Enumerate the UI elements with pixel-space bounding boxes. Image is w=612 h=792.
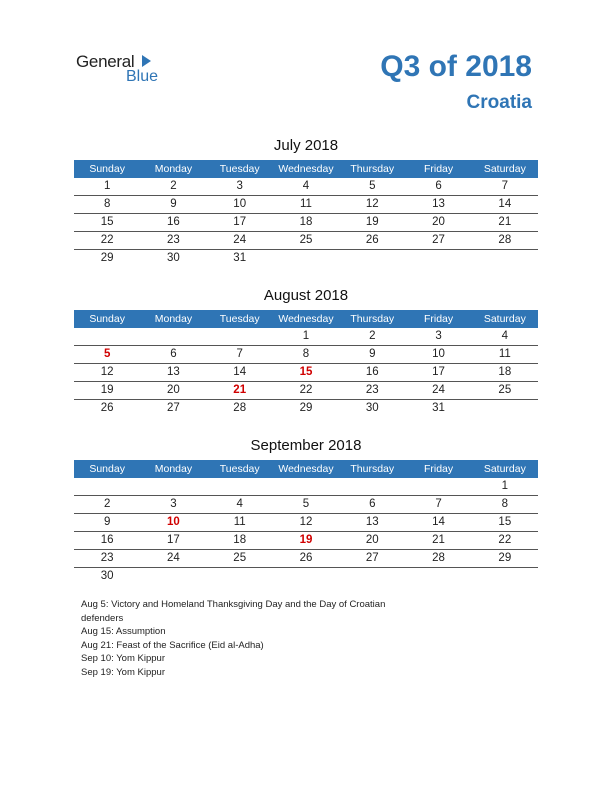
empty-day-cell <box>207 478 273 495</box>
day-cell: 4 <box>236 498 243 510</box>
day-cell: 16 <box>365 366 379 378</box>
day-cell: 8 <box>302 348 310 360</box>
day-cell: 7 <box>236 348 243 360</box>
day-cell: 12 <box>299 516 313 528</box>
day-cell: 6 <box>435 180 442 192</box>
weekday-label: Sunday <box>89 463 125 475</box>
day-cell: 30 <box>167 252 180 264</box>
day-cell: 12 <box>100 366 114 378</box>
empty-day-cell <box>472 568 538 585</box>
day-cell: 18 <box>233 534 247 546</box>
day-cell: 18 <box>498 366 512 378</box>
day-cell: 5 <box>302 498 310 510</box>
day-cell: 9 <box>369 348 376 360</box>
week-row <box>74 364 538 382</box>
day-cell: 31 <box>233 252 247 264</box>
day-cell: 17 <box>233 216 247 228</box>
weekday-header-row <box>74 310 538 328</box>
day-cell: 21 <box>233 384 247 396</box>
day-cell: 23 <box>167 234 180 246</box>
empty-day-cell <box>472 250 538 267</box>
quarter-title: Q3 of 2018 <box>380 50 532 83</box>
day-cell: 17 <box>432 366 445 378</box>
weekday-label: Monday <box>154 313 193 325</box>
day-cell: 26 <box>299 552 313 564</box>
empty-day-cell <box>405 478 471 495</box>
week-row <box>74 514 538 532</box>
day-cell: 11 <box>300 198 312 210</box>
day-cell: 12 <box>365 198 379 210</box>
empty-day-cell <box>339 568 405 585</box>
day-cell: 14 <box>432 516 445 528</box>
day-cell: 1 <box>103 180 111 192</box>
day-cell: 29 <box>100 252 114 264</box>
month-calendar <box>74 436 538 585</box>
day-cell: 1 <box>302 330 310 342</box>
day-cell: 19 <box>299 534 313 546</box>
day-cell: 6 <box>170 348 177 360</box>
day-cell: 17 <box>167 534 180 546</box>
month-calendar <box>74 136 538 267</box>
empty-day-cell <box>339 250 405 267</box>
holiday-note: Sep 10: Yom Kippur <box>81 653 165 664</box>
weekday-label: Tuesday <box>219 313 260 325</box>
empty-day-cell <box>207 568 273 585</box>
day-cell: 6 <box>369 498 376 510</box>
day-cell: 25 <box>498 384 512 396</box>
day-cell: 24 <box>233 234 247 246</box>
day-cell: 10 <box>233 198 247 210</box>
day-cell: 22 <box>498 534 512 546</box>
day-cell: 25 <box>233 552 247 564</box>
day-cell: 4 <box>501 330 509 342</box>
day-cell: 11 <box>498 348 511 360</box>
weekday-label: Wednesday <box>278 313 334 325</box>
empty-day-cell <box>74 478 140 495</box>
day-cell: 20 <box>365 534 379 546</box>
holiday-note: Aug 15: Assumption <box>81 626 166 637</box>
week-row <box>74 532 538 550</box>
weekday-label: Thursday <box>350 313 395 325</box>
day-cell: 28 <box>432 552 445 564</box>
day-cell: 27 <box>432 234 445 246</box>
month-title: September 2018 <box>250 437 362 454</box>
day-cell: 20 <box>432 216 445 228</box>
empty-day-cell <box>273 250 339 267</box>
day-cell: 22 <box>299 384 313 396</box>
day-cell: 29 <box>299 402 313 414</box>
weekday-label: Monday <box>154 463 193 475</box>
day-cell: 2 <box>103 498 111 510</box>
day-cell: 29 <box>498 552 512 564</box>
day-cell: 18 <box>299 216 313 228</box>
week-row <box>74 178 538 196</box>
day-cell: 21 <box>432 534 445 546</box>
weekday-header-row <box>74 460 538 478</box>
weekday-label: Saturday <box>483 463 526 475</box>
day-cell: 11 <box>233 516 246 528</box>
day-cell: 3 <box>435 330 442 342</box>
day-cell: 30 <box>365 402 379 414</box>
day-cell: 13 <box>432 198 445 210</box>
day-cell: 30 <box>100 570 114 582</box>
week-row <box>74 400 538 417</box>
month-title: July 2018 <box>273 137 339 154</box>
country-title: Croatia <box>466 92 532 113</box>
weekday-label: Thursday <box>350 163 395 175</box>
weekday-label: Tuesday <box>219 463 260 475</box>
empty-day-cell <box>74 328 140 345</box>
day-cell: 16 <box>167 216 180 228</box>
empty-day-cell <box>140 568 206 585</box>
empty-day-cell <box>140 478 206 495</box>
week-row <box>74 196 538 214</box>
weekday-label: Sunday <box>89 163 125 175</box>
week-row <box>74 346 538 364</box>
day-cell: 19 <box>365 216 379 228</box>
day-cell: 15 <box>100 216 114 228</box>
day-cell: 5 <box>369 180 376 192</box>
day-cell: 26 <box>365 234 379 246</box>
empty-day-cell <box>405 250 471 267</box>
holiday-notes <box>81 598 421 679</box>
day-cell: 5 <box>103 348 111 360</box>
week-row <box>74 232 538 250</box>
day-cell: 10 <box>432 348 445 360</box>
day-cell: 28 <box>498 234 512 246</box>
day-cell: 9 <box>103 516 111 528</box>
weekday-label: Wednesday <box>278 463 334 475</box>
empty-day-cell <box>472 400 538 417</box>
day-cell: 7 <box>435 498 442 510</box>
week-row <box>74 250 538 267</box>
day-cell: 27 <box>167 402 180 414</box>
day-cell: 14 <box>233 366 247 378</box>
weekday-label: Friday <box>423 313 454 325</box>
holiday-note: Sep 19: Yom Kippur <box>81 666 165 678</box>
day-cell: 7 <box>501 180 509 192</box>
day-cell: 20 <box>167 384 180 396</box>
week-row <box>74 382 538 400</box>
holiday-note: Aug 21: Feast of the Sacrifice (Eid al-Adha) <box>81 639 264 651</box>
empty-day-cell <box>273 568 339 585</box>
day-cell: 24 <box>167 552 180 564</box>
day-cell: 3 <box>170 498 177 510</box>
weekday-label: Monday <box>154 163 193 175</box>
day-cell: 22 <box>100 234 114 246</box>
empty-day-cell <box>405 568 471 585</box>
day-cell: 23 <box>365 384 379 396</box>
weekday-label: Saturday <box>483 313 526 325</box>
day-cell: 31 <box>432 402 445 414</box>
empty-day-cell <box>273 478 339 495</box>
day-cell: 10 <box>167 516 180 528</box>
logo-blue-text: Blue <box>126 68 159 85</box>
day-cell: 21 <box>498 216 512 228</box>
day-cell: 2 <box>170 180 177 192</box>
weekday-label: Thursday <box>350 463 395 475</box>
weekday-label: Friday <box>423 463 454 475</box>
week-row <box>74 550 538 568</box>
day-cell: 14 <box>498 198 512 210</box>
weekday-label: Saturday <box>483 163 526 175</box>
empty-day-cell <box>140 328 206 345</box>
weekday-header-row <box>74 160 538 178</box>
logo-triangle-icon <box>142 55 151 67</box>
logo-general-text: General <box>76 52 135 71</box>
day-cell: 15 <box>299 366 313 378</box>
day-cell: 8 <box>501 498 509 510</box>
day-cell: 24 <box>432 384 445 396</box>
day-cell: 13 <box>365 516 379 528</box>
day-cell: 2 <box>369 330 376 342</box>
week-row <box>74 568 538 585</box>
week-row <box>74 214 538 232</box>
week-row <box>74 496 538 514</box>
week-row <box>74 328 538 346</box>
generalblue-logo <box>76 52 176 86</box>
day-cell: 9 <box>170 198 177 210</box>
day-cell: 26 <box>100 402 114 414</box>
weekday-label: Friday <box>423 163 454 175</box>
weekday-label: Wednesday <box>278 163 334 175</box>
day-cell: 13 <box>167 366 180 378</box>
empty-day-cell <box>339 478 405 495</box>
holiday-note: Aug 5: Victory and Homeland Thanksgiving Day and the Day of Croatian defenders <box>81 599 386 624</box>
day-cell: 3 <box>236 180 243 192</box>
day-cell: 1 <box>501 480 509 492</box>
week-row <box>74 478 538 496</box>
day-cell: 25 <box>299 234 313 246</box>
day-cell: 27 <box>365 552 379 564</box>
day-cell: 15 <box>498 516 512 528</box>
day-cell: 23 <box>100 552 114 564</box>
weekday-label: Tuesday <box>219 163 260 175</box>
day-cell: 16 <box>100 534 114 546</box>
month-title: August 2018 <box>263 287 349 304</box>
day-cell: 28 <box>233 402 247 414</box>
day-cell: 4 <box>302 180 310 192</box>
empty-day-cell <box>207 328 273 345</box>
day-cell: 19 <box>100 384 114 396</box>
day-cell: 8 <box>103 198 111 210</box>
month-calendar <box>74 286 538 417</box>
weekday-label: Sunday <box>89 313 125 325</box>
